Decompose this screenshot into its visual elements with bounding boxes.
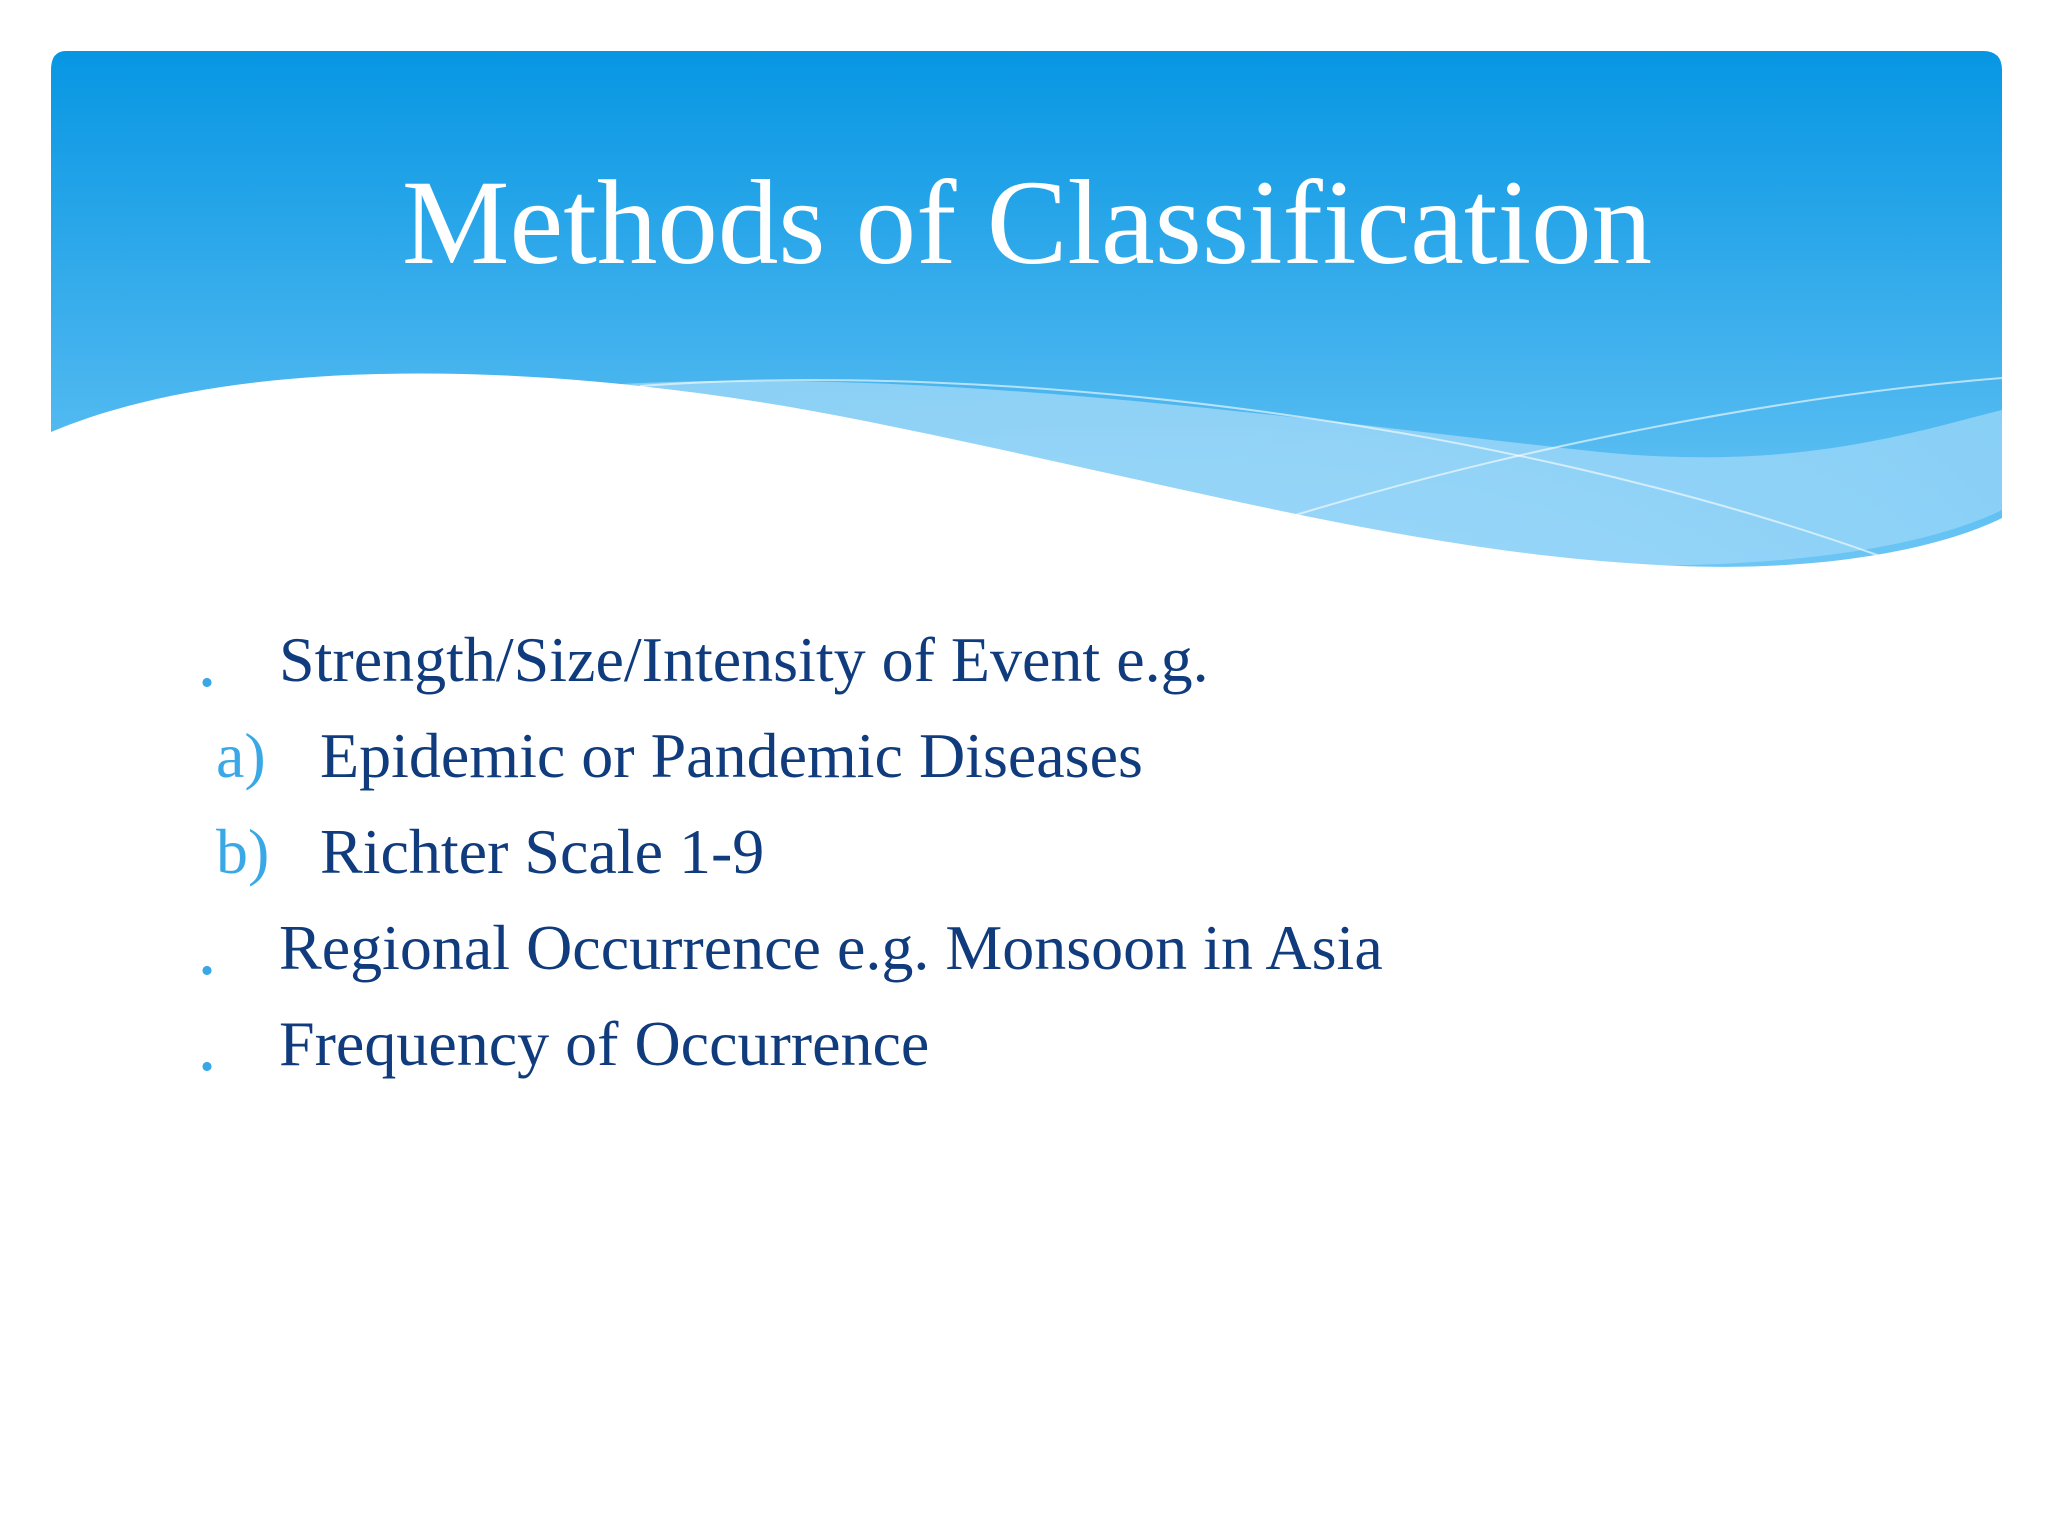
header-banner — [0, 0, 2048, 600]
slide-title: Methods of Classification — [401, 156, 1653, 290]
bullet-marker: . — [200, 637, 214, 699]
sub-bullet-item — [0, 804, 2048, 900]
bullet-list — [0, 612, 2048, 1092]
bullet-item — [0, 996, 2048, 1092]
bullet-marker: . — [200, 1021, 214, 1083]
bullet-text: Frequency of Occurrence — [279, 1008, 930, 1079]
sub-bullet-text: Richter Scale 1-9 — [320, 816, 765, 887]
bullet-item — [0, 900, 2048, 996]
bullet-marker: . — [200, 925, 214, 987]
bullet-text: Regional Occurrence e.g. Monsoon in Asia — [279, 912, 1383, 983]
sub-bullet-marker: a) — [216, 720, 266, 791]
sub-bullet-text: Epidemic or Pandemic Diseases — [320, 720, 1143, 791]
bullet-item — [0, 612, 2048, 708]
sub-bullet-item — [0, 708, 2048, 804]
bullet-text: Strength/Size/Intensity of Event e.g. — [279, 624, 1209, 695]
sub-bullet-marker: b) — [216, 816, 270, 887]
